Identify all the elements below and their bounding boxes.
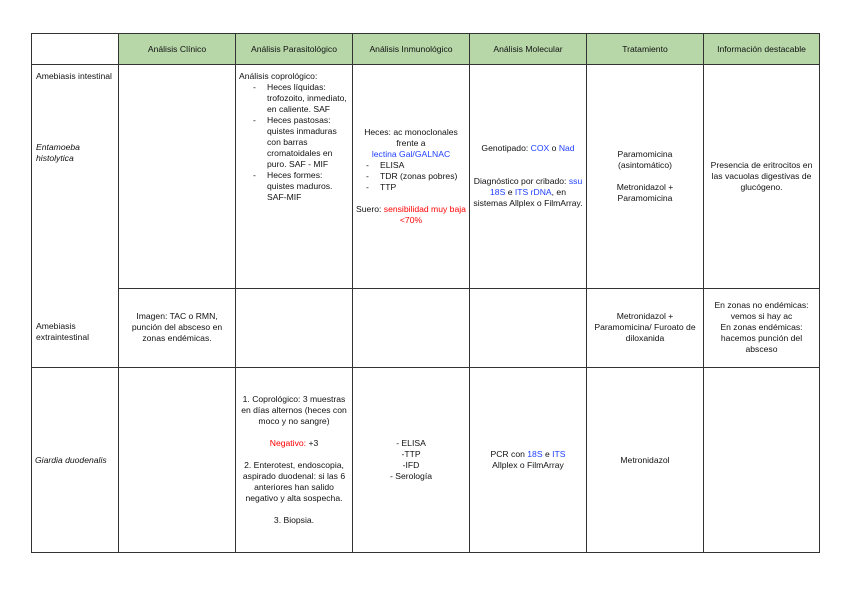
comparison-table xyxy=(31,33,820,553)
genotipado-label: Genotipado: xyxy=(481,143,529,154)
giardia-pcr xyxy=(473,449,583,460)
giardia-enterotest: 2. Enterotest, endoscopia, aspirado duodenal: si las 6 anteriores han salido negativo y alta sospecha. xyxy=(242,460,346,503)
genotipado-nad: Nad xyxy=(558,143,575,154)
cell-parasitologico-intestinal xyxy=(236,65,353,289)
table-row-amebiasis-extraintestinal xyxy=(32,288,820,367)
coprologico-title: Análisis coprológico: xyxy=(239,71,318,81)
inmuno-item: -TTP xyxy=(401,449,421,459)
suero-highlight: sensibilidad muy baja <70% xyxy=(383,203,466,225)
tratamiento-line: Metronidazol + Paramomicina xyxy=(616,181,674,203)
list-item: - Heces líquidas: trofozoito, inmediato, en caliente. SAF xyxy=(253,82,349,115)
table-row-amebiasis-intestinal xyxy=(32,65,820,289)
row-label-giardia: Giardia duodenalis xyxy=(32,368,119,553)
cribado-ssu18s: ssu 18S xyxy=(490,176,583,198)
cell-tratamiento-giardia: Metronidazol xyxy=(587,368,704,553)
genotipado-cox: COX xyxy=(530,143,550,154)
pcr-e: e xyxy=(544,449,550,459)
inmuno-lectina: lectina Gal/GALNAC xyxy=(371,148,451,159)
pcr-tail: Allplex o FilmArray xyxy=(492,460,564,470)
cell-tratamiento-intestinal xyxy=(587,65,704,289)
destacable-line: En zonas endémicas: hacemos punción del absceso xyxy=(720,322,803,355)
cell-inmunologico-intestinal xyxy=(353,65,470,289)
genotipado-o: o xyxy=(551,143,557,154)
label-amebiasis-intestinal: Amebiasis intestinal xyxy=(36,71,112,81)
pcr-18s: 18S xyxy=(527,449,543,459)
cell-molecular-intestinal xyxy=(470,65,587,289)
coprologico-list xyxy=(239,82,349,203)
list-item: - TDR (zonas pobres) xyxy=(366,171,466,182)
cell-clinico-giardia xyxy=(119,368,236,553)
table-row-giardia xyxy=(32,368,820,553)
pcr-its: ITS xyxy=(552,449,566,459)
cell-inmunologico-extraintestinal xyxy=(353,288,470,367)
list-item: - ELISA xyxy=(366,160,466,171)
inmuno-item: - ELISA xyxy=(396,438,426,448)
cell-parasitologico-giardia xyxy=(236,368,353,553)
cribado-its: ITS rDNA xyxy=(514,187,552,198)
cell-destacable-extraintestinal xyxy=(704,288,820,367)
inmuno-intro: Heces: ac monoclonales frente a xyxy=(364,126,458,148)
cribado xyxy=(473,176,583,209)
label-species-entamoeba: Entamoeba histolytica xyxy=(36,142,80,163)
pcr-prefix: PCR con xyxy=(490,449,525,459)
header-row xyxy=(32,34,820,65)
destacable-line: En zonas no endémicas: vemos si hay ac xyxy=(714,300,809,322)
tratamiento-line: Paramomicina (asintomático) xyxy=(617,148,673,170)
negativo-label: Negativo: xyxy=(269,438,307,448)
cell-clinico-intestinal xyxy=(119,65,236,289)
cell-molecular-giardia xyxy=(470,368,587,553)
header-tratamiento: Tratamiento xyxy=(587,34,704,65)
cell-parasitologico-extraintestinal xyxy=(236,288,353,367)
cribado-label: Diagnóstico por cribado: xyxy=(473,176,567,187)
negativo-value: +3 xyxy=(308,438,319,448)
cribado-tail: , en sistemas Allplex o FilmArray. xyxy=(473,187,583,209)
header-parasitologico: Análisis Parasitológico xyxy=(236,34,353,65)
genotipado xyxy=(473,143,583,154)
header-destacable: Información destacable xyxy=(704,34,820,65)
list-item: - TTP xyxy=(366,182,466,193)
giardia-coprologico: 1. Coprológico: 3 muestras en días alternos (heces con moco y no sangre) xyxy=(241,394,347,426)
cell-inmunologico-giardia xyxy=(353,368,470,553)
cell-destacable-intestinal: Presencia de eritrocitos en las vacuolas digestivas de glucógeno. xyxy=(704,65,820,289)
inmuno-list xyxy=(356,160,466,193)
inmuno-item: - Serología xyxy=(389,471,433,481)
inmuno-item: -IFD xyxy=(402,460,420,470)
header-inmunologico: Análisis Inmunológico xyxy=(353,34,470,65)
header-blank xyxy=(32,34,119,65)
cell-tratamiento-extraintestinal: Metronidazol + Paramomicina/ Furoato de diloxanida xyxy=(587,288,704,367)
giardia-negativo xyxy=(239,438,349,449)
cell-clinico-extraintestinal: Imagen: TAC o RMN, punción del absceso en zonas endémicas. xyxy=(119,288,236,367)
cribado-e: e xyxy=(507,187,513,198)
list-item: - Heces formes: quistes maduros. SAF-MIF xyxy=(253,170,349,203)
cell-destacable-giardia xyxy=(704,368,820,553)
row-label-amebiasis xyxy=(32,65,119,368)
inmuno-suero xyxy=(356,204,466,226)
giardia-biopsia: 3. Biopsia. xyxy=(273,515,315,525)
list-item: - Heces pastosas: quistes inmaduras con barras cromatoidales en puro. SAF - MIF xyxy=(253,115,349,170)
cell-molecular-extraintestinal xyxy=(470,288,587,367)
label-amebiasis-extraintestinal: Amebiasis extraintestinal xyxy=(36,321,90,342)
suero-label: Suero: xyxy=(356,203,382,214)
header-clinico: Análisis Clínico xyxy=(119,34,236,65)
header-molecular: Análisis Molecular xyxy=(470,34,587,65)
